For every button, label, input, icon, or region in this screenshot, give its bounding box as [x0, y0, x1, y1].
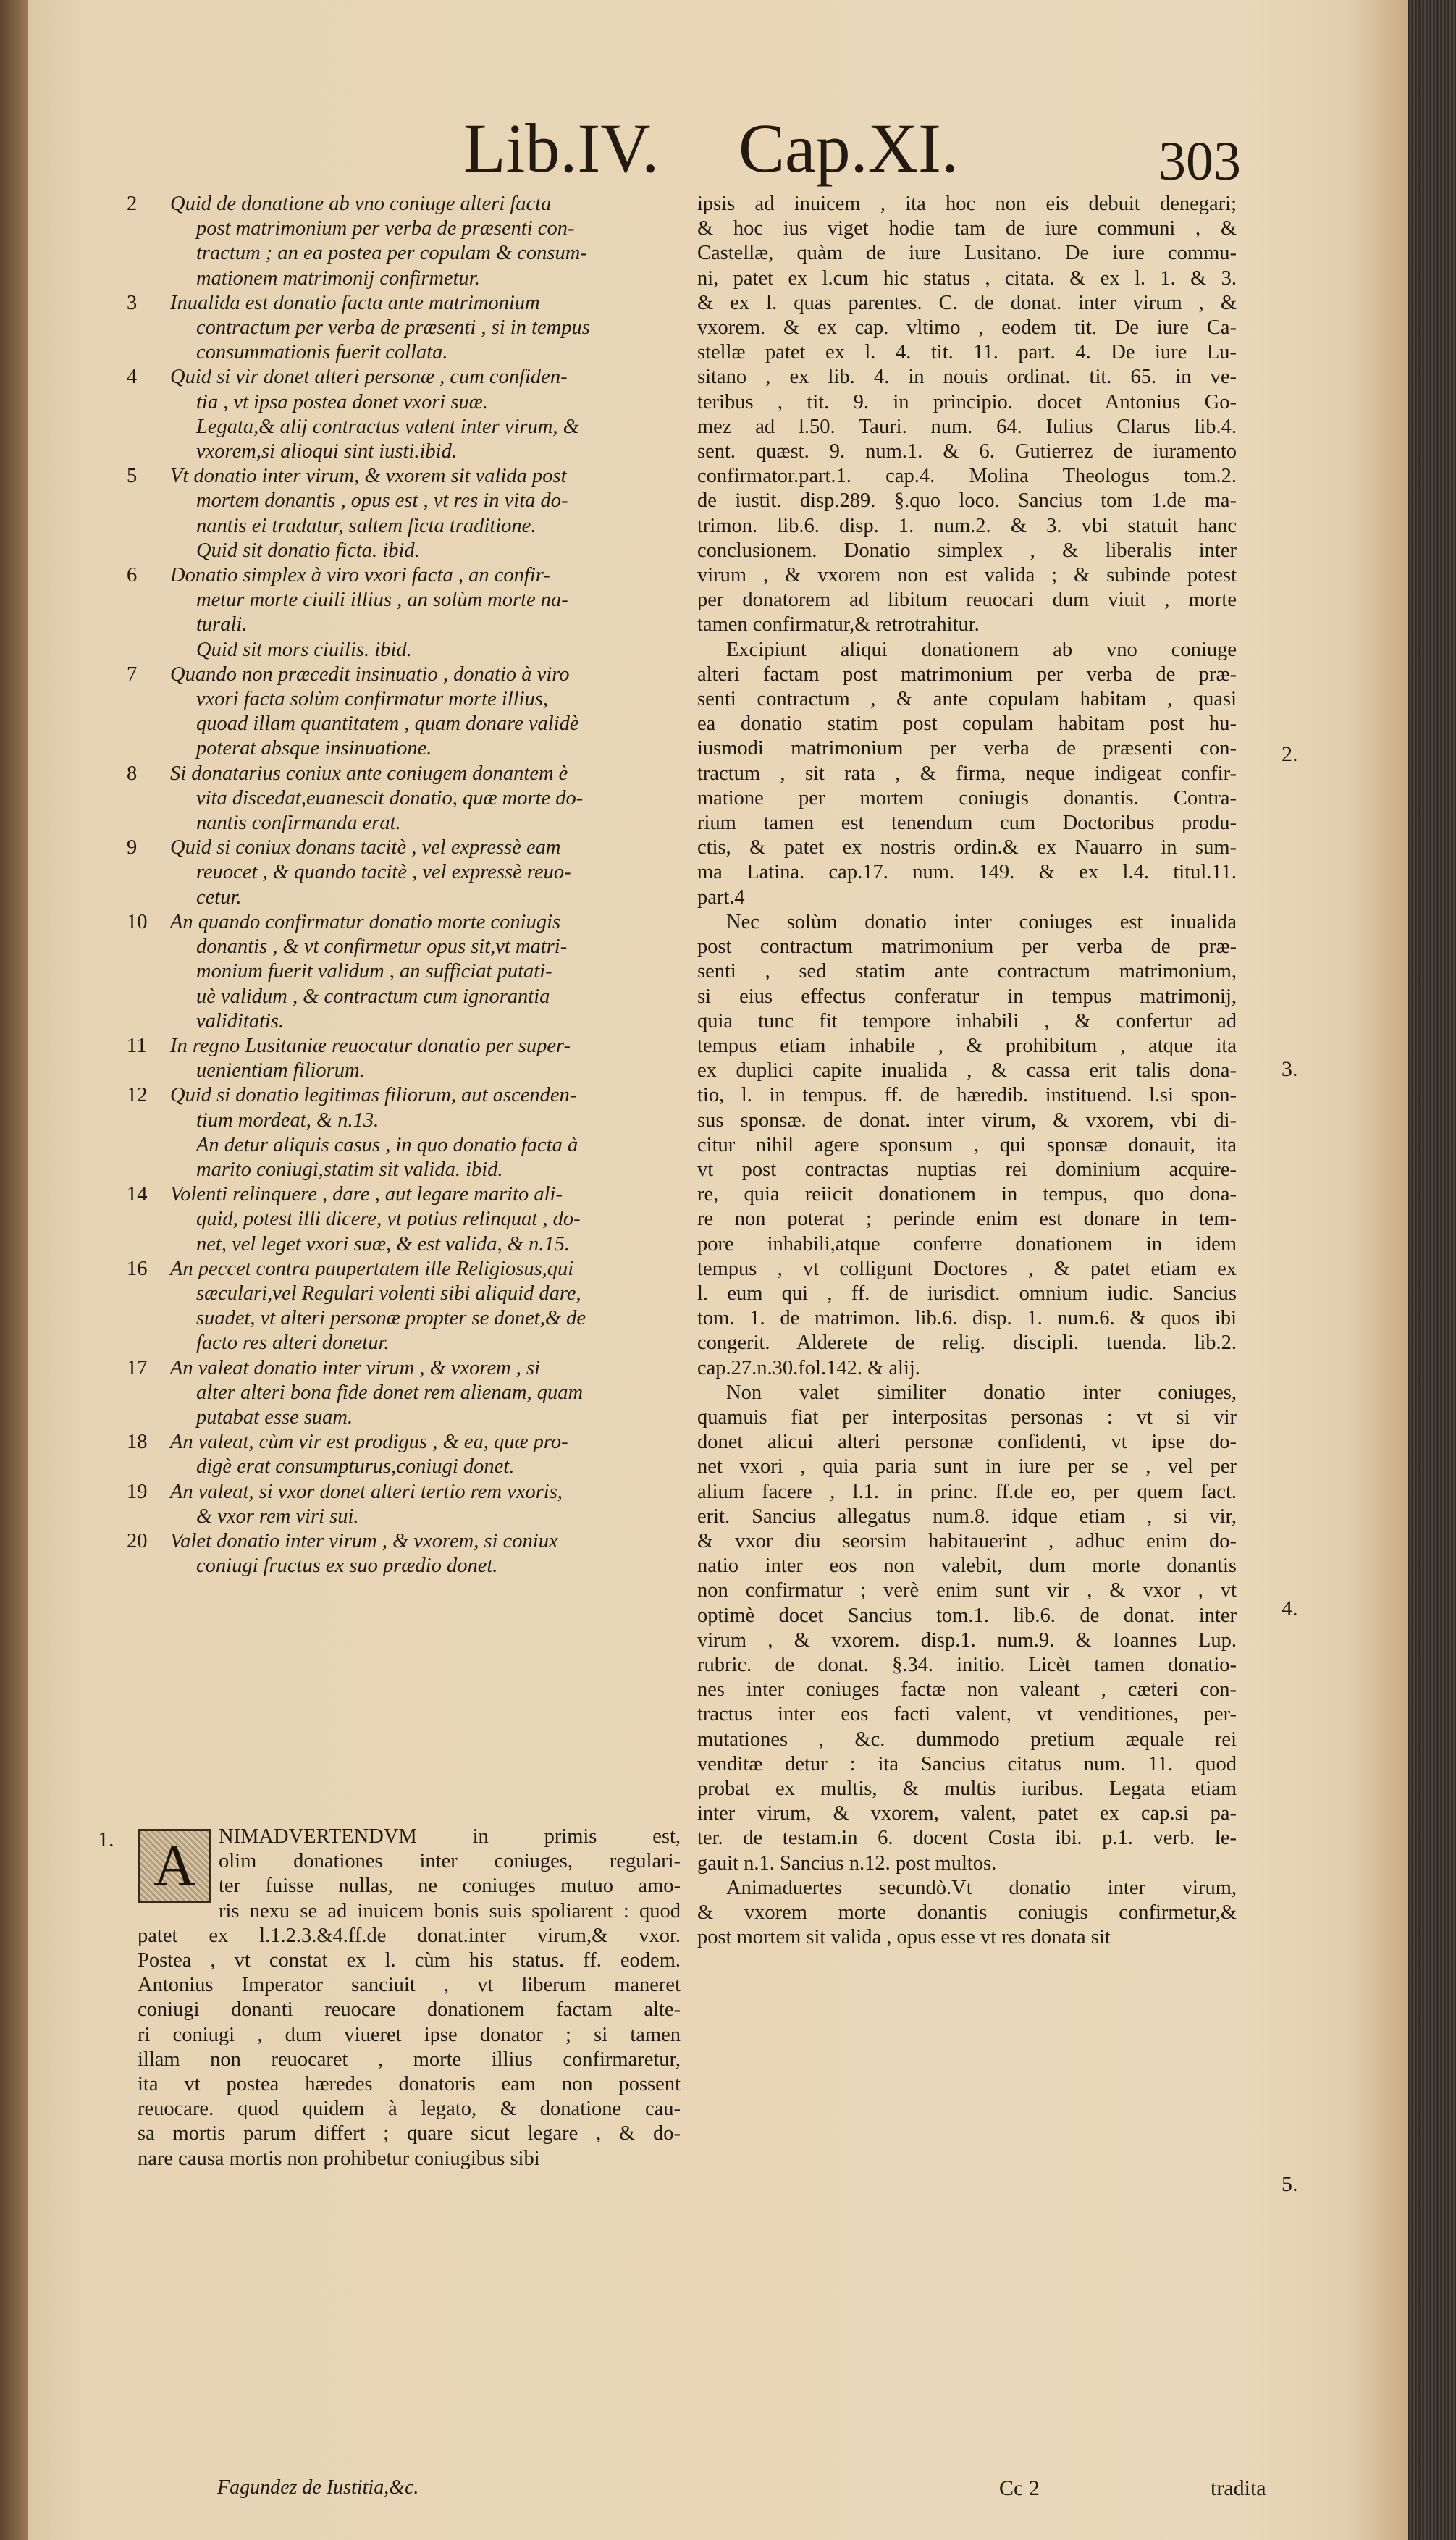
index-number: 7: [127, 663, 138, 686]
text-line: quia tunc fit tempore inhabili , & confertur ad: [697, 1009, 1237, 1033]
text-line: ipsis ad inuicem , ita hoc non eis debuit denegari;: [697, 193, 1237, 215]
text-line: Legata,& alij contractus valent inter virum, &: [196, 415, 579, 438]
index-entry: [127, 291, 681, 366]
text-line: marito coniugi,statim sit valida. ibid.: [196, 1158, 503, 1181]
text-line: Excipiunt aliqui donationem ab vno coniuge: [726, 638, 1237, 661]
index-number: 3: [127, 291, 138, 314]
body-right-column: [697, 192, 1237, 1950]
index-entry: [127, 1356, 681, 1431]
index-entry: [127, 910, 681, 1034]
text-line: Nec solùm donatio inter coniuges est inualida: [726, 910, 1237, 933]
margin-number-3: 3.: [1282, 1057, 1298, 1081]
index-entry: [127, 563, 681, 638]
text-line: pore inhabili,atque conferre donationem in idem: [697, 1232, 1237, 1256]
text-line: per donatorem ad libitum reuocari dum viuit , morte: [697, 589, 1237, 612]
signature-mark: Cc 2: [999, 2476, 1040, 2500]
text-line: nes inter coniuges factæ non valeant , cæteri con-: [697, 1678, 1237, 1702]
index-number: 2: [127, 193, 138, 215]
decorated-initial-letter: A: [140, 1831, 209, 1901]
text-line: senti , sed statim ante contractum matrimonium,: [697, 960, 1237, 983]
index-entry: [138, 415, 681, 464]
text-line: mationem matrimonij confirmetur.: [196, 266, 480, 290]
text-line: sæculari,vel Regulari volenti sibi aliquid dare,: [196, 1282, 581, 1305]
text-line: contractum per verba de præsenti , si in tempus: [196, 316, 590, 340]
text-line: ris nexu se ad inuicem bonis suis spoliarent : quod: [219, 1899, 681, 1922]
index-entry: [127, 464, 681, 539]
text-line: suadet, vt alteri personæ propter se donet,& de: [196, 1307, 586, 1330]
text-line: quoad illam quantitatem , quam donare validè: [196, 712, 579, 736]
index-number: 20: [127, 1529, 148, 1552]
index-number: 16: [127, 1257, 148, 1280]
text-line: tio, l. in tempus. ff. de hæredib. instituend. l.si spon-: [697, 1084, 1237, 1107]
index-number: 5: [127, 465, 138, 488]
text-line: virum , & vxorem. disp.1. num.9. & Ioannes Lup.: [697, 1628, 1237, 1652]
text-line: confirmator.part.1. cap.4. Molina Theologus tom.2.: [697, 465, 1237, 488]
text-line: iusmodi matrimonium per verba de præsenti con-: [697, 737, 1237, 760]
text-line: Non valet similiter donatio inter coniuges,: [726, 1381, 1237, 1404]
text-line: nare causa mortis non prohibetur coniugibus sibi: [138, 2147, 540, 2170]
text-line: Quid sit mors ciuilis. ibid.: [196, 638, 412, 661]
running-header: [463, 109, 1260, 192]
text-line: stellæ patet ex l. 4. tit. 11. part. 4. De iure Lu-: [697, 341, 1237, 364]
text-line: trimon. lib.6. disp. 1. num.2. & 3. vbi statuit hanc: [697, 514, 1237, 537]
text-line: sa mortis parum differt ; quare sicut legare , & do-: [138, 2122, 681, 2145]
text-line: de iustit. disp.289. §.quo loco. Sancius tom 1.de ma-: [697, 489, 1237, 513]
text-line: virum , & vxorem non est valida ; & subinde potest: [697, 564, 1237, 587]
text-line: reuocare. quod quidem à legato, & donatione cau-: [138, 2098, 681, 2121]
margin-number-1: 1.: [98, 1828, 114, 1851]
summary-index: [127, 192, 681, 1578]
text-line: Vt donatio inter virum, & vxorem sit valida post: [170, 465, 567, 488]
text-line: tom. 1. de matrimon. lib.6. disp. 1. num.6. & quos ibi: [697, 1307, 1237, 1330]
index-number: 18: [127, 1431, 148, 1454]
index-entry: [138, 638, 681, 663]
text-line: Donatio simplex à viro vxori facta , an confir-: [170, 564, 550, 587]
text-line: Postea , vt constat ex l. cùm his status. ff. eodem.: [138, 1949, 681, 1972]
text-line: putabat esse suam.: [196, 1405, 353, 1429]
index-entry: [138, 539, 681, 563]
text-line: ex duplici capite inualida , & cassa erit talis dona-: [697, 1059, 1237, 1082]
index-number: 11: [127, 1034, 147, 1057]
text-line: post matrimonium per verba de præsenti con-: [196, 217, 575, 240]
text-line: rubric. de donat. §.34. initio. Licèt tamen donatio-: [697, 1653, 1237, 1676]
margin-number-4: 4.: [1282, 1597, 1298, 1620]
text-line: coniugi fructus ex suo prædio donet.: [196, 1555, 498, 1578]
text-line: tractus inter eos facti valent, vt venditiones, per-: [697, 1703, 1237, 1726]
body-left-column: [138, 1825, 681, 2171]
text-line: cetur.: [196, 886, 242, 909]
text-line: vxori facta solùm confirmatur morte illius,: [196, 688, 549, 711]
text-line: re non poterat ; perinde enim est donare in tem-: [697, 1208, 1237, 1231]
text-line: erit. Sancius allegatus num.8. idque etiam , si vir,: [697, 1505, 1237, 1528]
text-line: Valet donatio inter virum , & vxorem, si coniux: [170, 1529, 558, 1552]
text-line: Quid si donatio legitimas filiorum, aut ascenden-: [170, 1084, 577, 1107]
text-line: ri coniugi , dum viueret ipse donator ; si tamen: [138, 2023, 681, 2046]
text-line: net, vel leget vxori suæ, & est valida, & n.15.: [196, 1232, 571, 1256]
text-line: part.4: [697, 886, 745, 909]
text-line: teribus , tit. 9. in principio. docet Antonius Go-: [697, 390, 1237, 413]
header-lib: Lib.IV.: [463, 109, 660, 187]
index-entry: [127, 1182, 681, 1257]
text-line: sus sponsæ. de donat. inter virum, & vxorem, vbi di-: [697, 1109, 1237, 1132]
text-line: Quid sit donatio ficta. ibid.: [196, 539, 420, 562]
text-line: Volenti relinquere , dare , aut legare marito ali-: [170, 1183, 563, 1206]
text-line: nantis confirmanda erat.: [196, 812, 401, 835]
text-line: senti contractum , & ante copulam habitam , quasi: [697, 688, 1237, 711]
text-line: sitano , ex lib. 4. in nouis ordinat. tit. 65. in ve-: [697, 366, 1237, 389]
text-line: Inualida est donatio facta ante matrimonium: [170, 291, 540, 314]
text-line: Quando non præcedit insinuatio , donatio à viro: [170, 663, 570, 686]
text-line: ma Latina. cap.17. num. 149. & ex l.4. titul.11.: [697, 861, 1237, 884]
text-line: donantis , & vt confirmetur opus sit,vt matri-: [196, 935, 568, 959]
text-line: tempus , vt colligunt Doctores , & patet etiam ex: [697, 1257, 1237, 1280]
text-line: Si donatarius coniux ante coniugem donantem è: [170, 762, 568, 785]
text-line: probat ex multis, & multis iuribus. Legata etiam: [697, 1778, 1237, 1800]
text-line: & hoc ius viget hodie tam de iure communi , &: [697, 217, 1237, 240]
index-entry: [127, 663, 681, 762]
text-line: uenientiam filiorum.: [196, 1059, 365, 1082]
text-line: poterat absque insinuatione.: [196, 737, 432, 760]
margin-number-2: 2.: [1282, 742, 1298, 766]
text-line: vt post contractas nuptias rei dominium acquire-: [697, 1158, 1237, 1181]
text-line: mez ad l.50. Tauri. num. 64. Iulius Clarus lib.4.: [697, 415, 1237, 438]
text-line: facto res alteri donetur.: [196, 1332, 390, 1355]
index-number: 17: [127, 1356, 148, 1379]
text-line: rium tamen est tenendum cum Doctoribus produ-: [697, 812, 1237, 835]
text-line: An valeat donatio inter virum , & vxorem , si: [170, 1356, 541, 1379]
index-entry: [127, 1480, 681, 1529]
text-line: digè erat consumpturus,coniugi donet.: [196, 1455, 515, 1479]
text-line: re, quia reiicit donationem in tempus, quo dona-: [697, 1183, 1237, 1206]
text-line: cap.27.n.30.fol.142. & alij.: [697, 1356, 920, 1379]
text-line: Castellæ, quàm de iure Lusitano. De iure commu-: [697, 242, 1237, 265]
text-line: tium mordeat, & n.13.: [196, 1109, 379, 1132]
text-line: post contractum matrimonium per verba de præ-: [697, 935, 1237, 959]
margin-number-5: 5.: [1282, 2172, 1298, 2196]
text-line: illam non reuocaret , morte illius confirmaretur,: [138, 2048, 681, 2071]
text-line: ter fuisse nullas, ne coniuges mutuo amo-: [219, 1875, 681, 1898]
text-line: quid, potest illi dicere, vt potius relinquat , do-: [196, 1208, 581, 1231]
text-line: Quid si coniux donans tacitè , vel expressè eam: [170, 836, 561, 859]
index-number: 12: [127, 1084, 148, 1107]
text-line: & vxorem morte donantis coniugis confirmetur,&: [697, 1901, 1237, 1925]
text-line: nantis ei tradatur, saltem ficta traditione.: [196, 514, 536, 537]
text-line: consummationis fuerit collata.: [196, 341, 448, 364]
text-line: An valeat, si vxor donet alteri tertio rem vxoris,: [170, 1480, 563, 1503]
text-line: post mortem sit valida , opus esse vt res donata sit: [697, 1926, 1111, 1949]
text-line: Antonius Imperator sanciuit , vt liberum maneret: [138, 1974, 681, 1997]
text-line: tractum , sit rata , & firma, neque indigeat confir-: [697, 762, 1237, 785]
index-entry: [127, 365, 681, 414]
text-line: Quid si vir donet alteri personæ , cum confiden-: [170, 366, 568, 389]
text-line: net vxori , quia paria sunt in iure per se , vel per: [697, 1455, 1237, 1479]
decorated-initial: [138, 1829, 211, 1903]
text-line: An peccet contra paupertatem ille Religiosus,qui: [170, 1257, 574, 1280]
index-number: 9: [127, 836, 138, 859]
text-line: si eius effectus conferatur in tempus matrimonij,: [697, 985, 1237, 1008]
text-line: & ex l. quas parentes. C. de donat. inter virum , &: [697, 291, 1237, 314]
text-line: Animaduertes secundò.Vt donatio inter virum,: [726, 1876, 1237, 1899]
text-line: tia , vt ipsa postea donet vxori suæ.: [196, 390, 488, 413]
page-number: 303: [1158, 131, 1241, 192]
index-number: 14: [127, 1183, 148, 1206]
text-line: ni, patet ex l.cum hic status , citata. & ex l. 1. & 3.: [697, 266, 1237, 290]
text-line: alium facere , l.1. in princ. ff.de eo, per quem fact.: [697, 1480, 1237, 1503]
text-line: alter alteri bona fide donet rem alienam, quam: [196, 1381, 584, 1404]
page-edges: [1408, 0, 1456, 2540]
text-line: citur nihil agere sponsum , qui sponsæ donauit, ita: [697, 1133, 1237, 1156]
text-line: Quid de donatione ab vno coniuge alteri facta: [170, 193, 552, 215]
text-line: metur morte ciuili illius , an solùm morte na-: [196, 589, 568, 612]
text-line: vxorem,si alioqui sint iusti.ibid.: [196, 440, 457, 463]
text-line: olim donationes inter coniuges, regulari-: [219, 1850, 681, 1873]
index-number: 10: [127, 910, 148, 933]
text-line: tractum ; an ea postea per copulam & consum-: [196, 242, 587, 265]
index-entry: [127, 1529, 681, 1578]
index-entry: [127, 1430, 681, 1479]
text-line: sent. quæst. 9. num.1. & 6. Gutierrez de iuramento: [697, 440, 1237, 463]
text-line: & vxor rem viri sui.: [196, 1505, 359, 1528]
text-line: natio inter eos non valebit, dum morte donantis: [697, 1555, 1237, 1578]
text-line: tamen confirmatur,& retrotrahitur.: [697, 613, 980, 636]
text-line: venditæ detur : ita Sancius citatus num. 11. quod: [697, 1752, 1237, 1775]
text-line: conclusionem. Donatio simplex , & liberalis inter: [697, 539, 1237, 562]
index-entry: [127, 836, 681, 910]
text-line: l. eum qui , ff. de iurisdict. omnium iudic. Sancius: [697, 1282, 1237, 1305]
text-line: In regno Lusitaniæ reuocatur donatio per super-: [170, 1034, 571, 1057]
text-line: An valeat, cùm vir est prodigus , & ea, quæ pro-: [170, 1431, 568, 1454]
text-line: turali.: [196, 613, 248, 636]
text-line: congerit. Alderete de relig. discipli. tuenda. lib.2.: [697, 1332, 1237, 1355]
text-line: NIMADVERTENDVM in primis est,: [219, 1825, 681, 1848]
text-line: ea donatio statim post copulam habitam post hu-: [697, 712, 1237, 736]
index-number: 6: [127, 564, 138, 587]
text-line: quamuis fiat per interpositas personas : vt si vir: [697, 1405, 1237, 1429]
binding-gutter: [0, 0, 28, 2540]
index-entry: [127, 762, 681, 836]
text-line: & vxor diu seorsim habitauerint , adhuc enim do-: [697, 1529, 1237, 1552]
index-number: 4: [127, 366, 138, 389]
index-number: 8: [127, 762, 138, 785]
index-entry: [127, 192, 681, 291]
index-entry: [138, 1133, 681, 1182]
text-line: ter. de testam.in 6. docent Costa ibi. p.1. verb. le-: [697, 1827, 1237, 1850]
index-entry: [127, 1083, 681, 1132]
text-line: alteri factam post matrimonium per verba de præ-: [697, 663, 1237, 686]
text-line: donet alicui alteri personæ confidenti, vt ipse do-: [697, 1431, 1237, 1454]
index-entry: [127, 1257, 681, 1356]
catchword: tradita: [1211, 2476, 1266, 2500]
index-entry: [127, 1034, 681, 1083]
text-line: tempus etiam inhabile , & prohibitum , atque ita: [697, 1034, 1237, 1057]
running-foot: Fagundez de Iustitia,&c.: [217, 2476, 419, 2499]
text-line: An quando confirmatur donatio morte coniugis: [170, 910, 561, 933]
text-line: vita discedat,euanescit donatio, quæ morte do-: [196, 786, 584, 809]
text-line: mortem donantis , opus est , vt res in vita do-: [196, 489, 568, 513]
text-line: inter virum, & vxorem, valent, patet ex cap.si pa-: [697, 1802, 1237, 1825]
text-line: monium fuerit validum , an sufficiat putati-: [196, 960, 552, 983]
text-line: uè validum , & contractum cum ignorantia: [196, 985, 550, 1008]
text-line: An detur aliquis casus , in quo donatio facta à: [196, 1133, 578, 1156]
index-number: 19: [127, 1480, 148, 1503]
text-line: mutationes , &c. dummodo pretium æquale rei: [697, 1728, 1237, 1751]
text-line: vxorem. & ex cap. vltimo , eodem tit. De iure Ca-: [697, 316, 1237, 340]
header-cap: Cap.XI.: [738, 109, 959, 187]
text-line: optimè docet Sancius tom.1. lib.6. de donat. inter: [697, 1604, 1237, 1627]
text-line: reuocet , & quando tacitè , vel expressè reuo-: [196, 861, 571, 884]
text-line: ita vt postea hæredes donatoris eam non possent: [138, 2073, 681, 2096]
text-line: matione per mortem coniugis donantis. Contra-: [697, 786, 1237, 809]
text-line: coniugi donanti reuocare donationem factam alte-: [138, 1998, 681, 2022]
text-line: gauit n.1. Sancius n.12. post multos.: [697, 1851, 997, 1875]
text-line: patet ex l.1.2.3.&4.ff.de donat.inter virum,& vxor.: [138, 1924, 681, 1947]
text-line: ctis, & patet ex nostris ordin.& ex Nauarro in sum-: [697, 836, 1237, 859]
text-line: non confirmatur ; verè enim sunt vir , & vxor , vt: [697, 1579, 1237, 1602]
text-line: validitatis.: [196, 1009, 285, 1033]
